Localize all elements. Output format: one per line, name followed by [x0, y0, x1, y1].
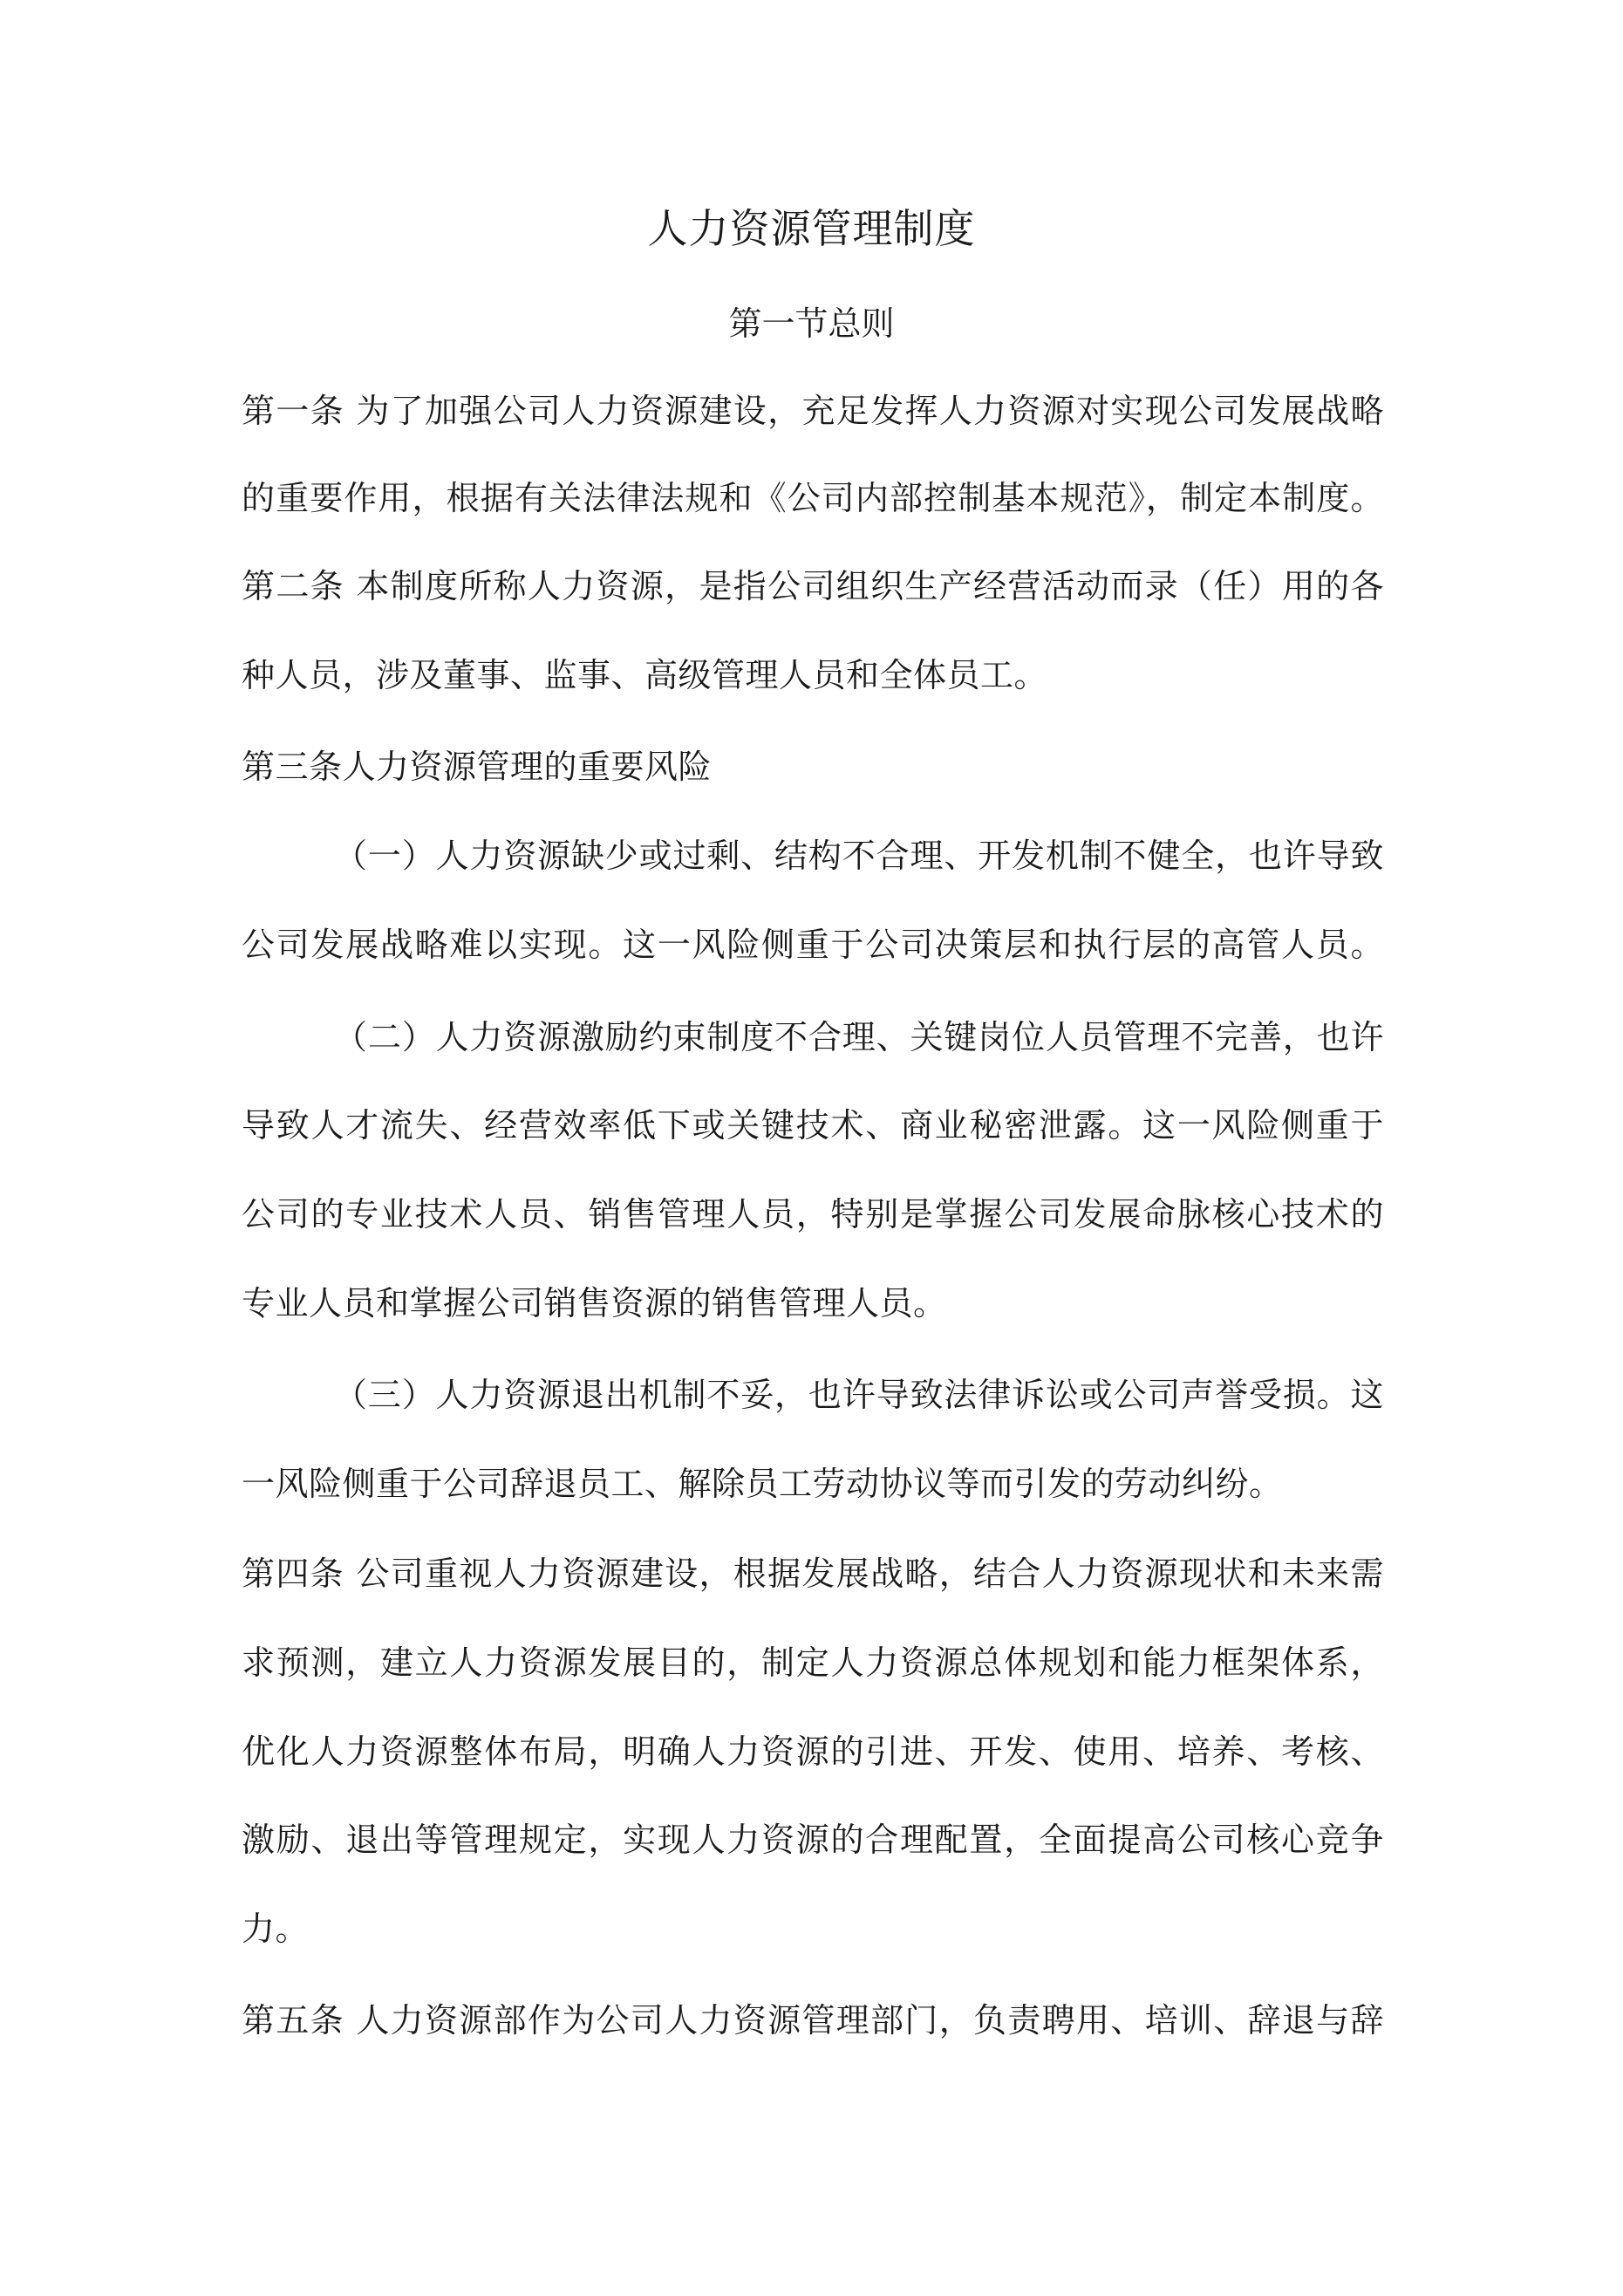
document-title: 人力资源管理制度: [647, 205, 976, 252]
text-line: 一风险侧重于公司辞退员工、解除员工劳动协议等而引发的劳动纠纷。: [242, 1465, 1283, 1503]
text-line: 第二条 本制度所称人力资源，是指公司组织生产经营活动而录（任）用的各: [242, 567, 1384, 605]
text-line: 力。: [242, 1910, 310, 1948]
text-line: 导致人才流失、经营效率低下或关键技术、商业秘密泄露。这一风险侧重于: [242, 1106, 1384, 1145]
text-line: （一）人力资源缺少或过剩、结构不合理、开发机制不健全，也许导致: [334, 837, 1384, 875]
text-line: 求预测，建立人力资源发展目的，制定人力资源总体规划和能力框架体系，: [242, 1643, 1384, 1682]
text-line: 种人员，涉及董事、监事、高级管理人员和全体员工。: [242, 656, 1048, 694]
text-line: 第一条 为了加强公司人力资源建设，充足发挥人力资源对实现公司发展战略: [242, 392, 1384, 430]
text-line: （三）人力资源退出机制不妥，也许导致法律诉讼或公司声誉受损。这: [334, 1376, 1384, 1414]
text-line: 第四条 公司重视人力资源建设，根据发展战略，结合人力资源现状和未来需: [242, 1555, 1384, 1593]
section-heading: 第一节总则: [728, 304, 895, 343]
text-line: 第三条人力资源管理的重要风险: [242, 748, 713, 786]
text-line: 第五条 人力资源部作为公司人力资源管理部门，负责聘用、培训、辞退与辞: [242, 2001, 1384, 2040]
text-line: 优化人力资源整体布局，明确人力资源的引进、开发、使用、培养、考核、: [242, 1732, 1384, 1771]
text-line: 激励、退出等管理规定，实现人力资源的合理配置，全面提高公司核心竞争: [242, 1821, 1384, 1859]
text-line: 公司的专业技术人员、销售管理人员，特别是掌握公司发展命脉核心技术的: [242, 1195, 1384, 1233]
text-line: 的重要作用，根据有关法律法规和《公司内部控制基本规范》，制定本制度。: [242, 479, 1384, 517]
text-line: 专业人员和掌握公司销售资源的销售管理人员。: [242, 1284, 947, 1322]
text-line: 公司发展战略难以实现。这一风险侧重于公司决策层和执行层的高管人员。: [242, 926, 1384, 964]
text-line: （二）人力资源激励约束制度不合理、关键岗位人员管理不完善，也许: [334, 1018, 1384, 1056]
